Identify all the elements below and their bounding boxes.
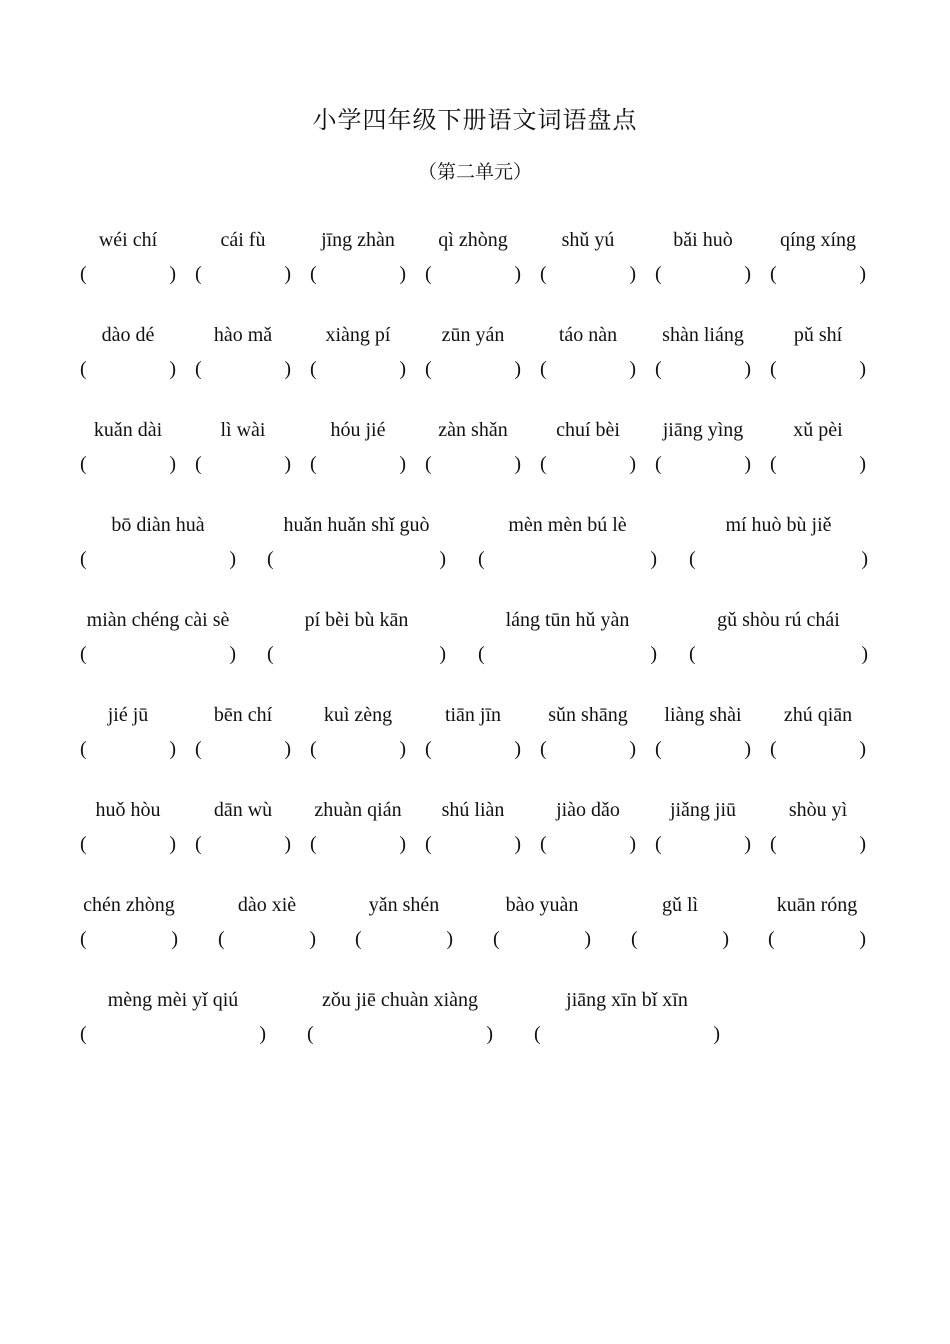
left-paren (218, 928, 225, 951)
left-paren (425, 263, 432, 286)
right-paren (629, 263, 636, 286)
left-paren (478, 643, 485, 666)
pinyin-text: mí huò bù jiě (725, 514, 832, 536)
right-paren (629, 738, 636, 761)
pinyin-text: huǒ hòu (95, 799, 161, 821)
right-paren (859, 928, 866, 951)
left-paren (540, 263, 547, 286)
left-paren (310, 738, 317, 761)
pinyin-text: zūn yán (441, 324, 505, 346)
left-paren (631, 928, 638, 951)
answer-blank[interactable] (80, 928, 178, 958)
answer-blank[interactable] (770, 738, 866, 768)
right-paren (713, 1023, 720, 1046)
pinyin-text: shú liàn (441, 799, 505, 821)
pinyin-text: jiāng yìng (662, 419, 744, 441)
right-paren (722, 928, 729, 951)
answer-blank[interactable] (768, 928, 866, 958)
right-paren (650, 548, 657, 571)
right-paren (514, 453, 521, 476)
answer-blank[interactable] (655, 833, 751, 863)
left-paren (425, 833, 432, 856)
left-paren (267, 548, 274, 571)
answer-blank[interactable] (310, 738, 406, 768)
pinyin-text: zhú qiān (783, 704, 853, 726)
pinyin-text: zàn shǎn (438, 419, 508, 441)
page-subtitle: （第二单元） (417, 161, 532, 183)
answer-blank[interactable] (540, 833, 636, 863)
left-paren (655, 263, 662, 286)
right-paren (284, 453, 291, 476)
pinyin-text: bō diàn huà (111, 514, 205, 536)
pinyin-text: táo nàn (558, 324, 618, 346)
right-paren (859, 738, 866, 761)
pinyin-text: jiào dǎo (556, 799, 620, 821)
pinyin-text: pí bèi bù kān (304, 609, 409, 631)
right-paren (744, 738, 751, 761)
left-paren (195, 453, 202, 476)
left-paren (310, 453, 317, 476)
left-paren (307, 1023, 314, 1046)
right-paren (169, 833, 176, 856)
left-paren (355, 928, 362, 951)
answer-blank[interactable] (80, 643, 236, 673)
pinyin-text: gǔ shòu rú chái (717, 609, 840, 631)
right-paren (629, 833, 636, 856)
right-paren (859, 358, 866, 381)
word-row (0, 324, 950, 404)
left-paren (195, 833, 202, 856)
pinyin-text: kuān róng (776, 894, 858, 916)
answer-blank[interactable] (540, 263, 636, 293)
left-paren (770, 738, 777, 761)
answer-blank[interactable] (770, 358, 866, 388)
left-paren (770, 833, 777, 856)
answer-blank[interactable] (631, 928, 729, 958)
answer-blank[interactable] (540, 738, 636, 768)
left-paren (195, 738, 202, 761)
left-paren (655, 833, 662, 856)
right-paren (399, 833, 406, 856)
left-paren (195, 263, 202, 286)
answer-blank[interactable] (425, 453, 521, 483)
answer-blank[interactable] (540, 453, 636, 483)
right-paren (399, 263, 406, 286)
answer-blank[interactable] (307, 1023, 493, 1053)
answer-blank[interactable] (655, 738, 751, 768)
pinyin-text: jīng zhàn (321, 229, 395, 251)
pinyin-text: jié jū (107, 704, 149, 726)
right-paren (584, 928, 591, 951)
pinyin-text: wéi chí (98, 229, 158, 251)
pinyin-text: chén zhòng (83, 894, 175, 916)
pinyin-text: bǎi huò (673, 229, 733, 251)
right-paren (399, 738, 406, 761)
right-paren (859, 263, 866, 286)
answer-blank[interactable] (218, 928, 316, 958)
answer-blank[interactable] (770, 453, 866, 483)
right-paren (629, 453, 636, 476)
left-paren (689, 548, 696, 571)
word-row (0, 609, 950, 689)
answer-blank[interactable] (355, 928, 453, 958)
left-paren (267, 643, 274, 666)
answer-blank[interactable] (493, 928, 591, 958)
right-paren (284, 738, 291, 761)
answer-blank[interactable] (310, 263, 406, 293)
pinyin-text: hào mǎ (213, 324, 273, 346)
right-paren (259, 1023, 266, 1046)
left-paren (540, 833, 547, 856)
right-paren (229, 548, 236, 571)
left-paren (310, 263, 317, 286)
pinyin-text: pǔ shí (793, 324, 843, 346)
pinyin-text: gǔ lì (661, 894, 699, 916)
answer-blank[interactable] (80, 1023, 266, 1053)
right-paren (171, 928, 178, 951)
answer-blank[interactable] (478, 548, 657, 578)
pinyin-text: jiāng xīn bǐ xīn (566, 989, 688, 1011)
right-paren (169, 738, 176, 761)
left-paren (80, 453, 87, 476)
right-paren (309, 928, 316, 951)
left-paren (540, 738, 547, 761)
left-paren (540, 358, 547, 381)
right-paren (744, 453, 751, 476)
pinyin-text: sǔn shāng (548, 704, 628, 726)
right-paren (169, 358, 176, 381)
right-paren (861, 643, 868, 666)
left-paren (425, 358, 432, 381)
left-paren (80, 643, 87, 666)
right-paren (744, 833, 751, 856)
right-paren (399, 358, 406, 381)
right-paren (284, 833, 291, 856)
answer-blank[interactable] (655, 263, 751, 293)
answer-blank[interactable] (80, 358, 176, 388)
right-paren (859, 833, 866, 856)
word-row (0, 799, 950, 879)
right-paren (169, 453, 176, 476)
left-paren (425, 738, 432, 761)
answer-blank[interactable] (195, 358, 291, 388)
left-paren (655, 358, 662, 381)
word-row (0, 419, 950, 499)
left-paren (770, 453, 777, 476)
pinyin-text: yǎn shén (368, 894, 440, 916)
answer-blank[interactable] (310, 358, 406, 388)
pinyin-text: miàn chéng cài sè (86, 609, 230, 631)
pinyin-text: zǒu jiē chuàn xiàng (321, 989, 479, 1011)
left-paren (655, 738, 662, 761)
answer-blank[interactable] (425, 833, 521, 863)
word-row (0, 894, 950, 974)
right-paren (514, 833, 521, 856)
answer-blank[interactable] (770, 263, 866, 293)
word-row (0, 229, 950, 309)
pinyin-text: dào dé (101, 324, 155, 346)
answer-blank[interactable] (80, 263, 176, 293)
answer-blank[interactable] (425, 738, 521, 768)
answer-blank[interactable] (80, 738, 176, 768)
left-paren (80, 833, 87, 856)
pinyin-text: mèng mèi yǐ qiú (107, 989, 239, 1011)
left-paren (310, 358, 317, 381)
answer-blank[interactable] (80, 548, 236, 578)
word-row (0, 704, 950, 784)
answer-blank[interactable] (310, 833, 406, 863)
answer-blank[interactable] (80, 833, 176, 863)
pinyin-text: láng tūn hǔ yàn (505, 609, 630, 631)
pinyin-text: shàn liáng (662, 324, 744, 346)
answer-blank[interactable] (195, 453, 291, 483)
answer-blank[interactable] (655, 453, 751, 483)
left-paren (770, 358, 777, 381)
pinyin-text: liàng shài (664, 704, 742, 726)
answer-blank[interactable] (770, 833, 866, 863)
pinyin-text: chuí bèi (556, 419, 620, 441)
left-paren (768, 928, 775, 951)
left-paren (540, 453, 547, 476)
left-paren (80, 263, 87, 286)
left-paren (195, 358, 202, 381)
pinyin-text: shòu yì (788, 799, 848, 821)
left-paren (770, 263, 777, 286)
left-paren (655, 453, 662, 476)
pinyin-text: qì zhòng (438, 229, 508, 251)
pinyin-text: tiān jīn (444, 704, 502, 726)
word-row (0, 514, 950, 594)
right-paren (650, 643, 657, 666)
left-paren (80, 738, 87, 761)
right-paren (861, 548, 868, 571)
left-paren (80, 548, 87, 571)
pinyin-text: dào xiè (237, 894, 297, 916)
answer-blank[interactable] (540, 358, 636, 388)
right-paren (284, 358, 291, 381)
pinyin-text: qíng xíng (779, 229, 857, 251)
right-paren (446, 928, 453, 951)
left-paren (310, 833, 317, 856)
left-paren (689, 643, 696, 666)
word-row (0, 989, 950, 1069)
pinyin-text: jiǎng jiū (669, 799, 737, 821)
answer-blank[interactable] (534, 1023, 720, 1053)
answer-blank[interactable] (655, 358, 751, 388)
answer-blank[interactable] (267, 643, 446, 673)
right-paren (439, 643, 446, 666)
left-paren (425, 453, 432, 476)
answer-blank[interactable] (80, 453, 176, 483)
pinyin-text: zhuàn qián (314, 799, 402, 821)
pinyin-text: xǔ pèi (793, 419, 843, 441)
answer-blank[interactable] (689, 548, 868, 578)
answer-blank[interactable] (689, 643, 868, 673)
answer-blank[interactable] (478, 643, 657, 673)
pinyin-text: xiàng pí (325, 324, 391, 346)
right-paren (744, 358, 751, 381)
right-paren (514, 358, 521, 381)
right-paren (514, 263, 521, 286)
pinyin-text: hóu jié (330, 419, 386, 441)
answer-blank[interactable] (195, 263, 291, 293)
left-paren (478, 548, 485, 571)
right-paren (859, 453, 866, 476)
left-paren (80, 1023, 87, 1046)
right-paren (514, 738, 521, 761)
right-paren (629, 358, 636, 381)
right-paren (169, 263, 176, 286)
answer-blank[interactable] (195, 738, 291, 768)
right-paren (399, 453, 406, 476)
left-paren (80, 928, 87, 951)
pinyin-text: lì wài (220, 419, 266, 441)
left-paren (534, 1023, 541, 1046)
left-paren (80, 358, 87, 381)
pinyin-text: mèn mèn bú lè (508, 514, 627, 536)
page-title: 小学四年级下册语文词语盘点 (312, 106, 638, 134)
right-paren (439, 548, 446, 571)
pinyin-text: bēn chí (213, 704, 273, 726)
right-paren (229, 643, 236, 666)
right-paren (486, 1023, 493, 1046)
pinyin-text: cái fù (220, 229, 266, 251)
right-paren (744, 263, 751, 286)
answer-blank[interactable] (425, 358, 521, 388)
pinyin-text: dān wù (213, 799, 273, 821)
answer-blank[interactable] (425, 263, 521, 293)
pinyin-text: huǎn huǎn shǐ guò (283, 514, 430, 536)
pinyin-text: kuǎn dài (93, 419, 163, 441)
pinyin-text: shǔ yú (561, 229, 615, 251)
answer-blank[interactable] (267, 548, 446, 578)
pinyin-text: kuì zèng (323, 704, 393, 726)
answer-blank[interactable] (310, 453, 406, 483)
answer-blank[interactable] (195, 833, 291, 863)
right-paren (284, 263, 291, 286)
pinyin-text: bào yuàn (505, 894, 579, 916)
left-paren (493, 928, 500, 951)
